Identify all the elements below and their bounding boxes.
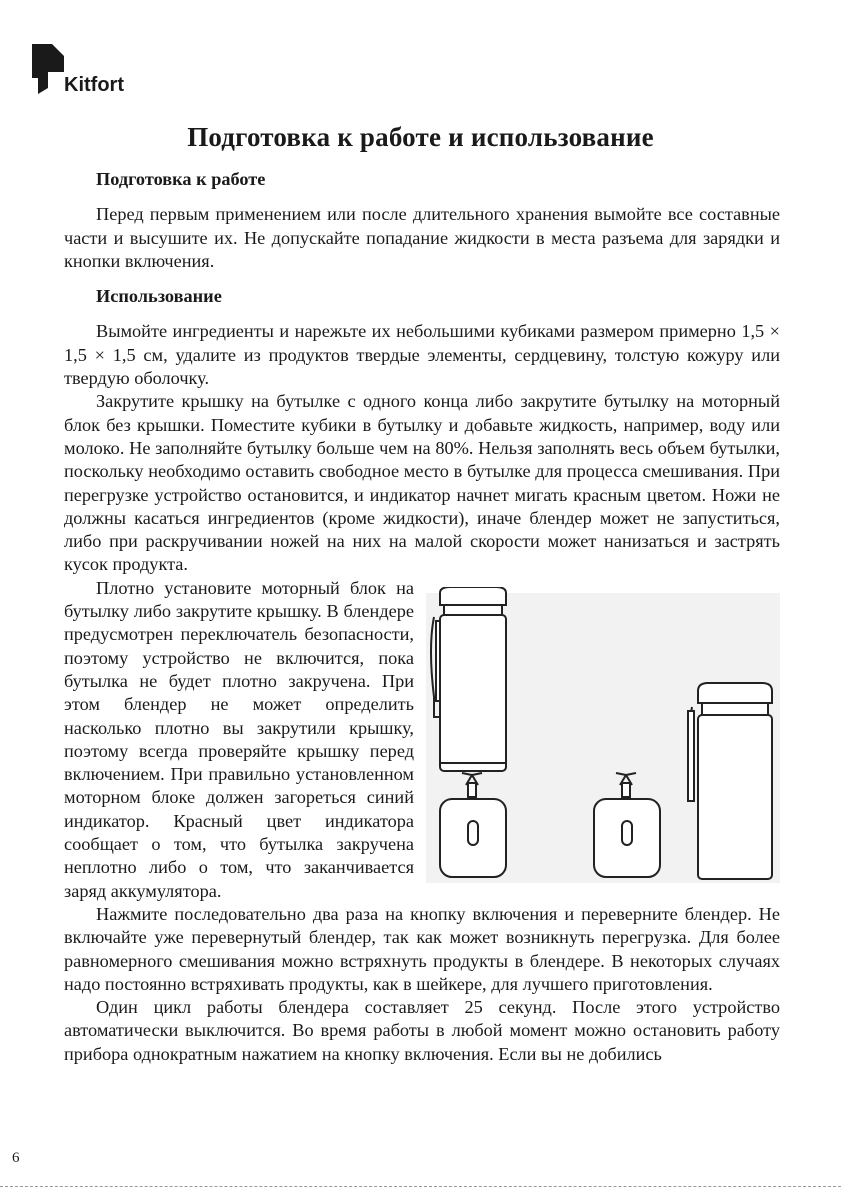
logo-text: Kitfort [64,74,124,96]
blender-illustration [426,587,780,889]
kitfort-logo [30,44,140,100]
paragraph: Перед первым применением или после длительного хранения вымойте все составные части и высушите их. Не допускайте попадание жидкости в места разъема для зарядки и кнопки включения. [64,204,780,271]
paragraph: Плотно установите моторный блок на бутылку либо закрутите крышку. В блендере предусмотрен переключатель безопасности, поэтому устройство не включится, пока бутылка не будет плотно закручена. При этом блендер не может определить насколько плотно вы закрутили крышку, поэтому всегда проверяйте крышку перед включением. При правильно установленном моторном блоке должен загореться синий индикатор. Красный цвет индикатора сообщает о том, что бутылка закручена неплотно либо о том, что заканчивается заряд аккумулятора. [64,577,414,901]
document-body [64,168,780,1066]
paragraph: Один цикл работы блендера составляет 25 секунд. После этого устройство автоматически выключится. Во время работы в любой момент можно остановить работу прибора однократным нажатием на кнопку включения. Если вы не добились [64,997,780,1064]
blender-assembly-icon [426,587,780,889]
paragraph: Закрутите крышку на бутылке с одного конца либо закрутите бутылку на моторный блок без крышки. Поместите кубики в бутылку и добавьте жидкость, например, воду или молоко. Не заполняйте бутылку больше чем на 80%. Нельзя заполнять весь объем бутылки, поскольку необходимо оставить свободное место в бутылке для процесса смешивания. При перегрузке устройство остановится, и индикатор начнет мигать красным цветом. Ножи не должны касаться ингредиентов (кроме жидкости), иначе блендер может не запуститься, либо при раскручивании ножей на них на малой скорости может нанизаться и застрять кусок продукта. [64,391,780,575]
section-heading-usage: Использование [96,286,222,307]
paragraph: Вымойте ингредиенты и нарежьте их небольшими кубиками размером примерно 1,5 × 1,5 × 1,5 см, удалите из продуктов твердые элементы, сердцевину, толстую кожуру или твердую оболочку. [64,321,780,389]
paragraph: Нажмите последовательно два раза на кнопку включения и переверните блендер. Не включайте уже перевернутый блендер, так как может возникнуть перегрузка. Для более равномерного смешивания можно встряхнуть продукты в блендере. В некоторых случаях надо постоянно встряхивать продукты, как в шейкере, для лучшего приготовления. [64,903,780,994]
page-bottom-border [0,1186,841,1187]
section-heading-preparation: Подготовка к работе [96,169,266,189]
page-number: 6 [12,1150,20,1166]
page-title: Подготовка к работе и использование [187,122,654,152]
